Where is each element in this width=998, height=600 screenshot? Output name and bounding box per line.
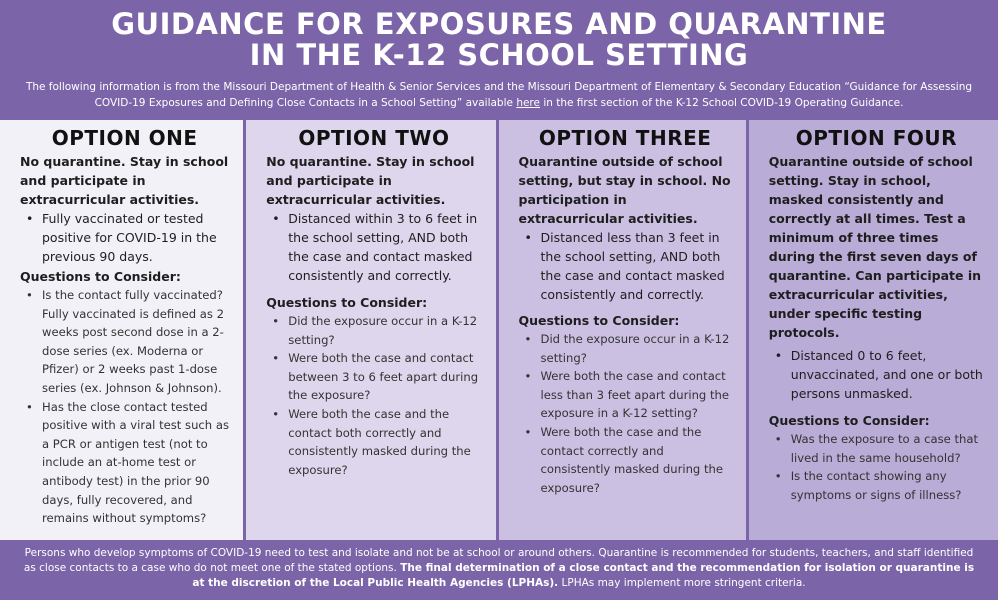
question-item: • Has the close contact tested positive with a viral test such as a PCR or antigen test (not to include an at-home test or antibody test) in the prior 90 days, fully recovered, and remains without symptoms? <box>20 398 229 528</box>
criteria-item: • Distanced 0 to 6 feet, unvaccinated, and one or both persons unmasked. <box>769 346 984 403</box>
title-line-1: GUIDANCE FOR EXPOSURES AND QUARANTINE <box>111 7 887 41</box>
option-title: OPTION FOUR <box>795 126 958 150</box>
question-item: • Did the exposure occur in a K-12 setting? <box>266 312 481 349</box>
option-three-column <box>499 120 746 540</box>
question-item: • Were both the case and the contact correctly and consistently masked during the exposure? <box>519 423 732 497</box>
option-title: OPTION ONE <box>51 126 198 150</box>
page-title <box>0 0 998 71</box>
criteria-item: • Distanced less than 3 feet in the school setting, AND both the case and contact masked consistently and correctly. <box>519 228 732 304</box>
questions-heading: Questions to Consider: <box>768 413 930 428</box>
intro-text <box>0 71 998 111</box>
option-two-column <box>246 120 495 540</box>
criteria-item: • Fully vaccinated or tested positive for COVID-19 in the previous 90 days. <box>20 209 229 266</box>
criteria-item: • Distanced within 3 to 6 feet in the school setting, AND both the case and contact masked consistently and correctly. <box>266 209 481 285</box>
option-summary: No quarantine. Stay in school and participate in extracurricular activities. <box>20 154 229 207</box>
intro-text-start: The following information is from the Missouri Department of Health & Senior Services and the Missouri Department of Elementary & Secondary Education “Guidance for Assessing COVID-19 Exposures and Defining Close Contacts in a School Setting” available <box>25 81 973 109</box>
intro-text-end: in the first section of the K-12 School COVID-19 Operating Guidance. <box>539 97 904 109</box>
option-four-column <box>749 120 998 540</box>
here-link[interactable]: here <box>516 97 540 109</box>
option-criteria-list <box>769 346 984 403</box>
option-summary: Quarantine outside of school setting, but stay in school. No participation in extracurricular activities. <box>518 154 731 226</box>
title-line-2: IN THE K-12 SCHOOL SETTING <box>249 38 749 72</box>
questions-heading: Questions to Consider: <box>266 295 428 310</box>
options-grid <box>0 120 998 540</box>
option-title: OPTION THREE <box>538 126 712 150</box>
footer-text-end: LPHAs may implement more stringent criteria. <box>558 577 806 589</box>
footer-text-bold: The final determination of a close contact and the recommendation for isolation or quarantine is at the discretion of the Local Public Health Agencies (LPHAs). <box>192 562 975 589</box>
question-item: • Is the contact showing any symptoms or signs of illness? <box>769 467 984 504</box>
questions-heading: Questions to Consider: <box>20 269 181 284</box>
question-item: • Was the exposure to a case that lived in the same household? <box>769 430 984 467</box>
questions-heading: Questions to Consider: <box>518 313 680 328</box>
option-criteria-list <box>266 209 481 285</box>
question-item: • Is the contact fully vaccinated? Fully vaccinated is defined as 2 weeks post second dose in a 2-dose series (ex. Moderna or Pfizer) or 2 weeks past 1-dose series (ex. Johnson & Johnson). <box>20 286 229 398</box>
questions-list <box>266 312 481 479</box>
questions-list <box>20 286 229 528</box>
question-item: • Were both the case and contact between 3 to 6 feet apart during the exposure? <box>266 349 481 405</box>
footer-text-start: Persons who develop symptoms of COVID-19 need to test and isolate and not be at school or around others. Quarantine is recommended for students, teachers, and staff identified as close contacts to a case who do not meet one of the stated options. <box>23 547 974 574</box>
page-header <box>0 0 998 120</box>
question-item: • Did the exposure occur in a K-12 setting? <box>519 330 732 367</box>
questions-list <box>769 430 984 504</box>
page-footer <box>0 540 998 600</box>
questions-list <box>519 330 732 497</box>
option-criteria-list <box>20 209 229 266</box>
option-one-column <box>0 120 243 540</box>
option-summary: No quarantine. Stay in school and participate in extracurricular activities. <box>266 154 475 207</box>
question-item: • Were both the case and the contact both correctly and consistently masked during the exposure? <box>266 405 481 479</box>
question-item: • Were both the case and contact less than 3 feet apart during the exposure in a K-12 setting? <box>519 367 732 423</box>
option-summary: Quarantine outside of school setting. Stay in school, masked consistently and correctly at all times. Test a minimum of three times during the first seven days of quarantine. Can participate in extracurricular activities, under specific testing protocols. <box>768 154 982 340</box>
option-criteria-list <box>519 228 732 304</box>
option-title: OPTION TWO <box>298 126 450 150</box>
